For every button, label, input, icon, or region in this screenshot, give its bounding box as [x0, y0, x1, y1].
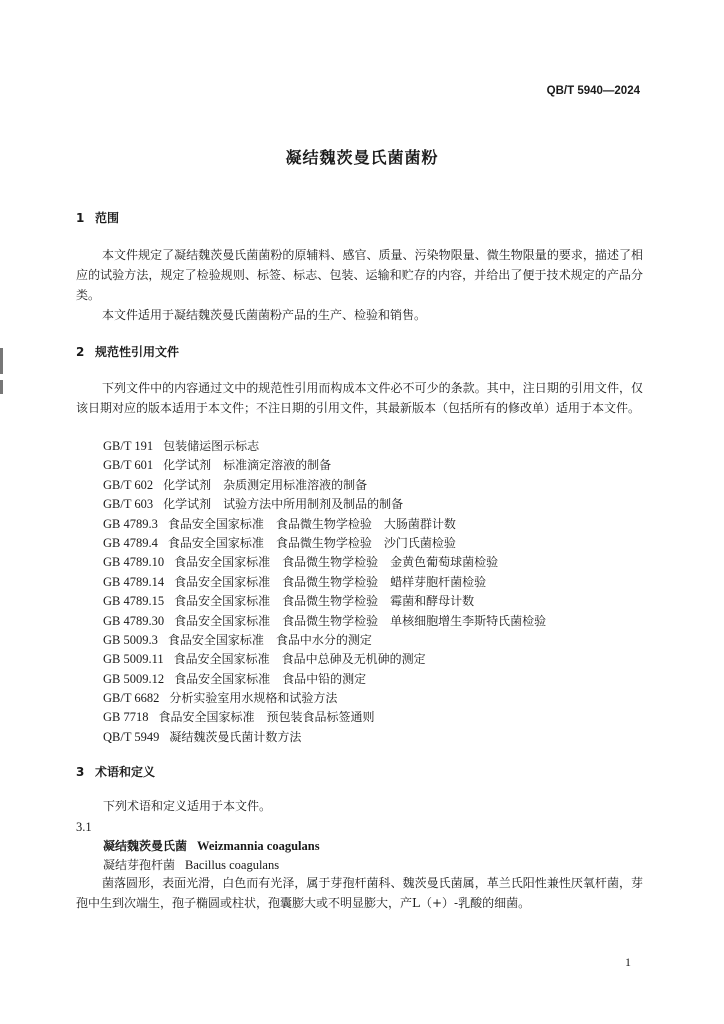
- section-1-paragraph-2: 本文件适用于凝结魏茨曼氏菌菌粉产品的生产、检验和销售。: [102, 308, 427, 322]
- reference-title: 食品安全国家标准 食品中总砷及无机砷的测定: [173, 652, 426, 667]
- section-1-paragraph-1: 本文件规定了凝结魏茨曼氏菌菌粉的原辅料、感官、质量、污染物限量、微生物限量的要求，描述了相应的试验方法，规定了检验规则、标签、标志、包装、运输和贮存的内容，并给出了便于技术规定的产品分类。: [76, 248, 643, 302]
- reference-code: GB 5009.12: [103, 671, 165, 686]
- reference-code: GB/T 191: [103, 439, 154, 453]
- reference-code: GB/T 6682: [103, 691, 160, 706]
- section-2-title: 规范性引用文件: [95, 345, 180, 359]
- reference-code: GB 4789.15: [103, 594, 165, 609]
- section-1-title: 范围: [95, 211, 120, 225]
- reference-code: GB/T 601: [103, 458, 154, 473]
- term-definition: 菌落圆形，表面光滑，白色而有光泽，属于芽孢杆菌科、魏茨曼氏菌属，革兰氏阳性兼性厌氧杆菌，芽孢中生到次端生，孢子椭圆或柱状，孢囊膨大或不明显膨大，产L（+）-乳酸的细菌。: [76, 876, 643, 910]
- reference-item: [103, 515, 546, 534]
- reference-item: [103, 553, 546, 572]
- reference-title: 化学试剂 试验方法中所用制剂及制品的制备: [163, 497, 404, 512]
- reference-code: GB 4789.14: [103, 574, 165, 589]
- reference-title: 食品安全国家标准 预包装食品标签通则: [158, 710, 375, 725]
- page-number: 1: [625, 955, 631, 969]
- reference-item: [103, 592, 546, 611]
- reference-title: 包装储运图示标志: [163, 439, 260, 453]
- reference-item: [103, 476, 546, 495]
- term-name-latin: Weizmannia coagulans: [197, 839, 320, 853]
- reference-title: 食品安全国家标准 食品微生物学检验 蜡样芽胞杆菌检验: [174, 574, 487, 589]
- section-3-title: 术语和定义: [95, 765, 156, 779]
- reference-title: 食品安全国家标准 食品中铅的测定: [174, 671, 367, 686]
- reference-item: [103, 612, 546, 631]
- section-2-intro: 下列文件中的内容通过文中的规范性引用而构成本文件必不可少的条款。其中，注日期的引用文件，仅该日期对应的版本适用于本文件；不注日期的引用文件，其最新版本（包括所有的修改单）适用于本文件。: [76, 381, 643, 415]
- term-synonym: [103, 858, 279, 873]
- document-title: 凝结魏茨曼氏菌菌粉: [285, 148, 439, 167]
- reference-code: GB/T 603: [103, 497, 154, 512]
- reference-title: 食品安全国家标准 食品微生物学检验 大肠菌群计数: [167, 516, 456, 531]
- section-1-number: 1: [76, 211, 85, 225]
- reference-item: [103, 650, 546, 669]
- reference-code: GB 4789.30: [103, 613, 165, 628]
- scan-edge-mark: [0, 380, 3, 394]
- reference-title: 化学试剂 标准滴定溶液的制备: [163, 458, 332, 473]
- reference-title: 食品安全国家标准 食品中水分的测定: [167, 632, 372, 647]
- reference-item: [103, 631, 546, 650]
- reference-code: GB 4789.3: [103, 516, 158, 531]
- synonym-cn: 凝结芽孢杆菌: [103, 858, 176, 872]
- term-entry: [103, 839, 320, 854]
- reference-item: [103, 689, 546, 708]
- reference-item: [103, 495, 546, 514]
- reference-item: [103, 670, 546, 689]
- reference-title: 食品安全国家标准 食品微生物学检验 金黄色葡萄球菌检验: [174, 555, 499, 570]
- reference-item: [103, 534, 546, 553]
- reference-title: 凝结魏茨曼氏菌计数方法: [169, 729, 302, 744]
- section-3-number: 3: [76, 765, 85, 779]
- reference-title: 分析实验室用水规格和试验方法: [169, 691, 338, 706]
- reference-item: [103, 573, 546, 592]
- reference-code: GB 7718: [103, 710, 149, 725]
- reference-title: 食品安全国家标准 食品微生物学检验 单核细胞增生李斯特氏菌检验: [174, 613, 547, 628]
- reference-item: [103, 437, 546, 456]
- reference-code: GB 4789.4: [103, 535, 158, 550]
- reference-code: GB 5009.11: [103, 652, 164, 667]
- section-3-heading: [76, 765, 155, 779]
- reference-item: [103, 456, 546, 475]
- normative-reference-list: [103, 437, 546, 747]
- section-1-heading: [76, 211, 119, 225]
- synonym-latin: Bacillus coagulans: [185, 858, 280, 872]
- reference-title: 食品安全国家标准 食品微生物学检验 沙门氏菌检验: [167, 535, 456, 550]
- reference-code: GB/T 602: [103, 477, 154, 492]
- reference-item: [103, 728, 546, 747]
- standard-code: QB/T 5940—2024: [546, 85, 640, 97]
- reference-code: GB 5009.3: [103, 632, 158, 647]
- reference-title: 食品安全国家标准 食品微生物学检验 霉菌和酵母计数: [174, 594, 475, 609]
- section-2-number: 2: [76, 345, 85, 359]
- term-number: 3.1: [76, 820, 92, 834]
- scan-edge-mark: [0, 348, 3, 374]
- section-2-heading: [76, 345, 179, 359]
- reference-item: [103, 708, 546, 727]
- term-name-cn: 凝结魏茨曼氏菌: [103, 839, 188, 853]
- reference-code: GB 4789.10: [103, 555, 165, 570]
- section-3-intro: 下列术语和定义适用于本文件。: [103, 799, 272, 813]
- reference-title: 化学试剂 杂质测定用标准溶液的制备: [163, 477, 368, 492]
- reference-code: QB/T 5949: [103, 729, 160, 744]
